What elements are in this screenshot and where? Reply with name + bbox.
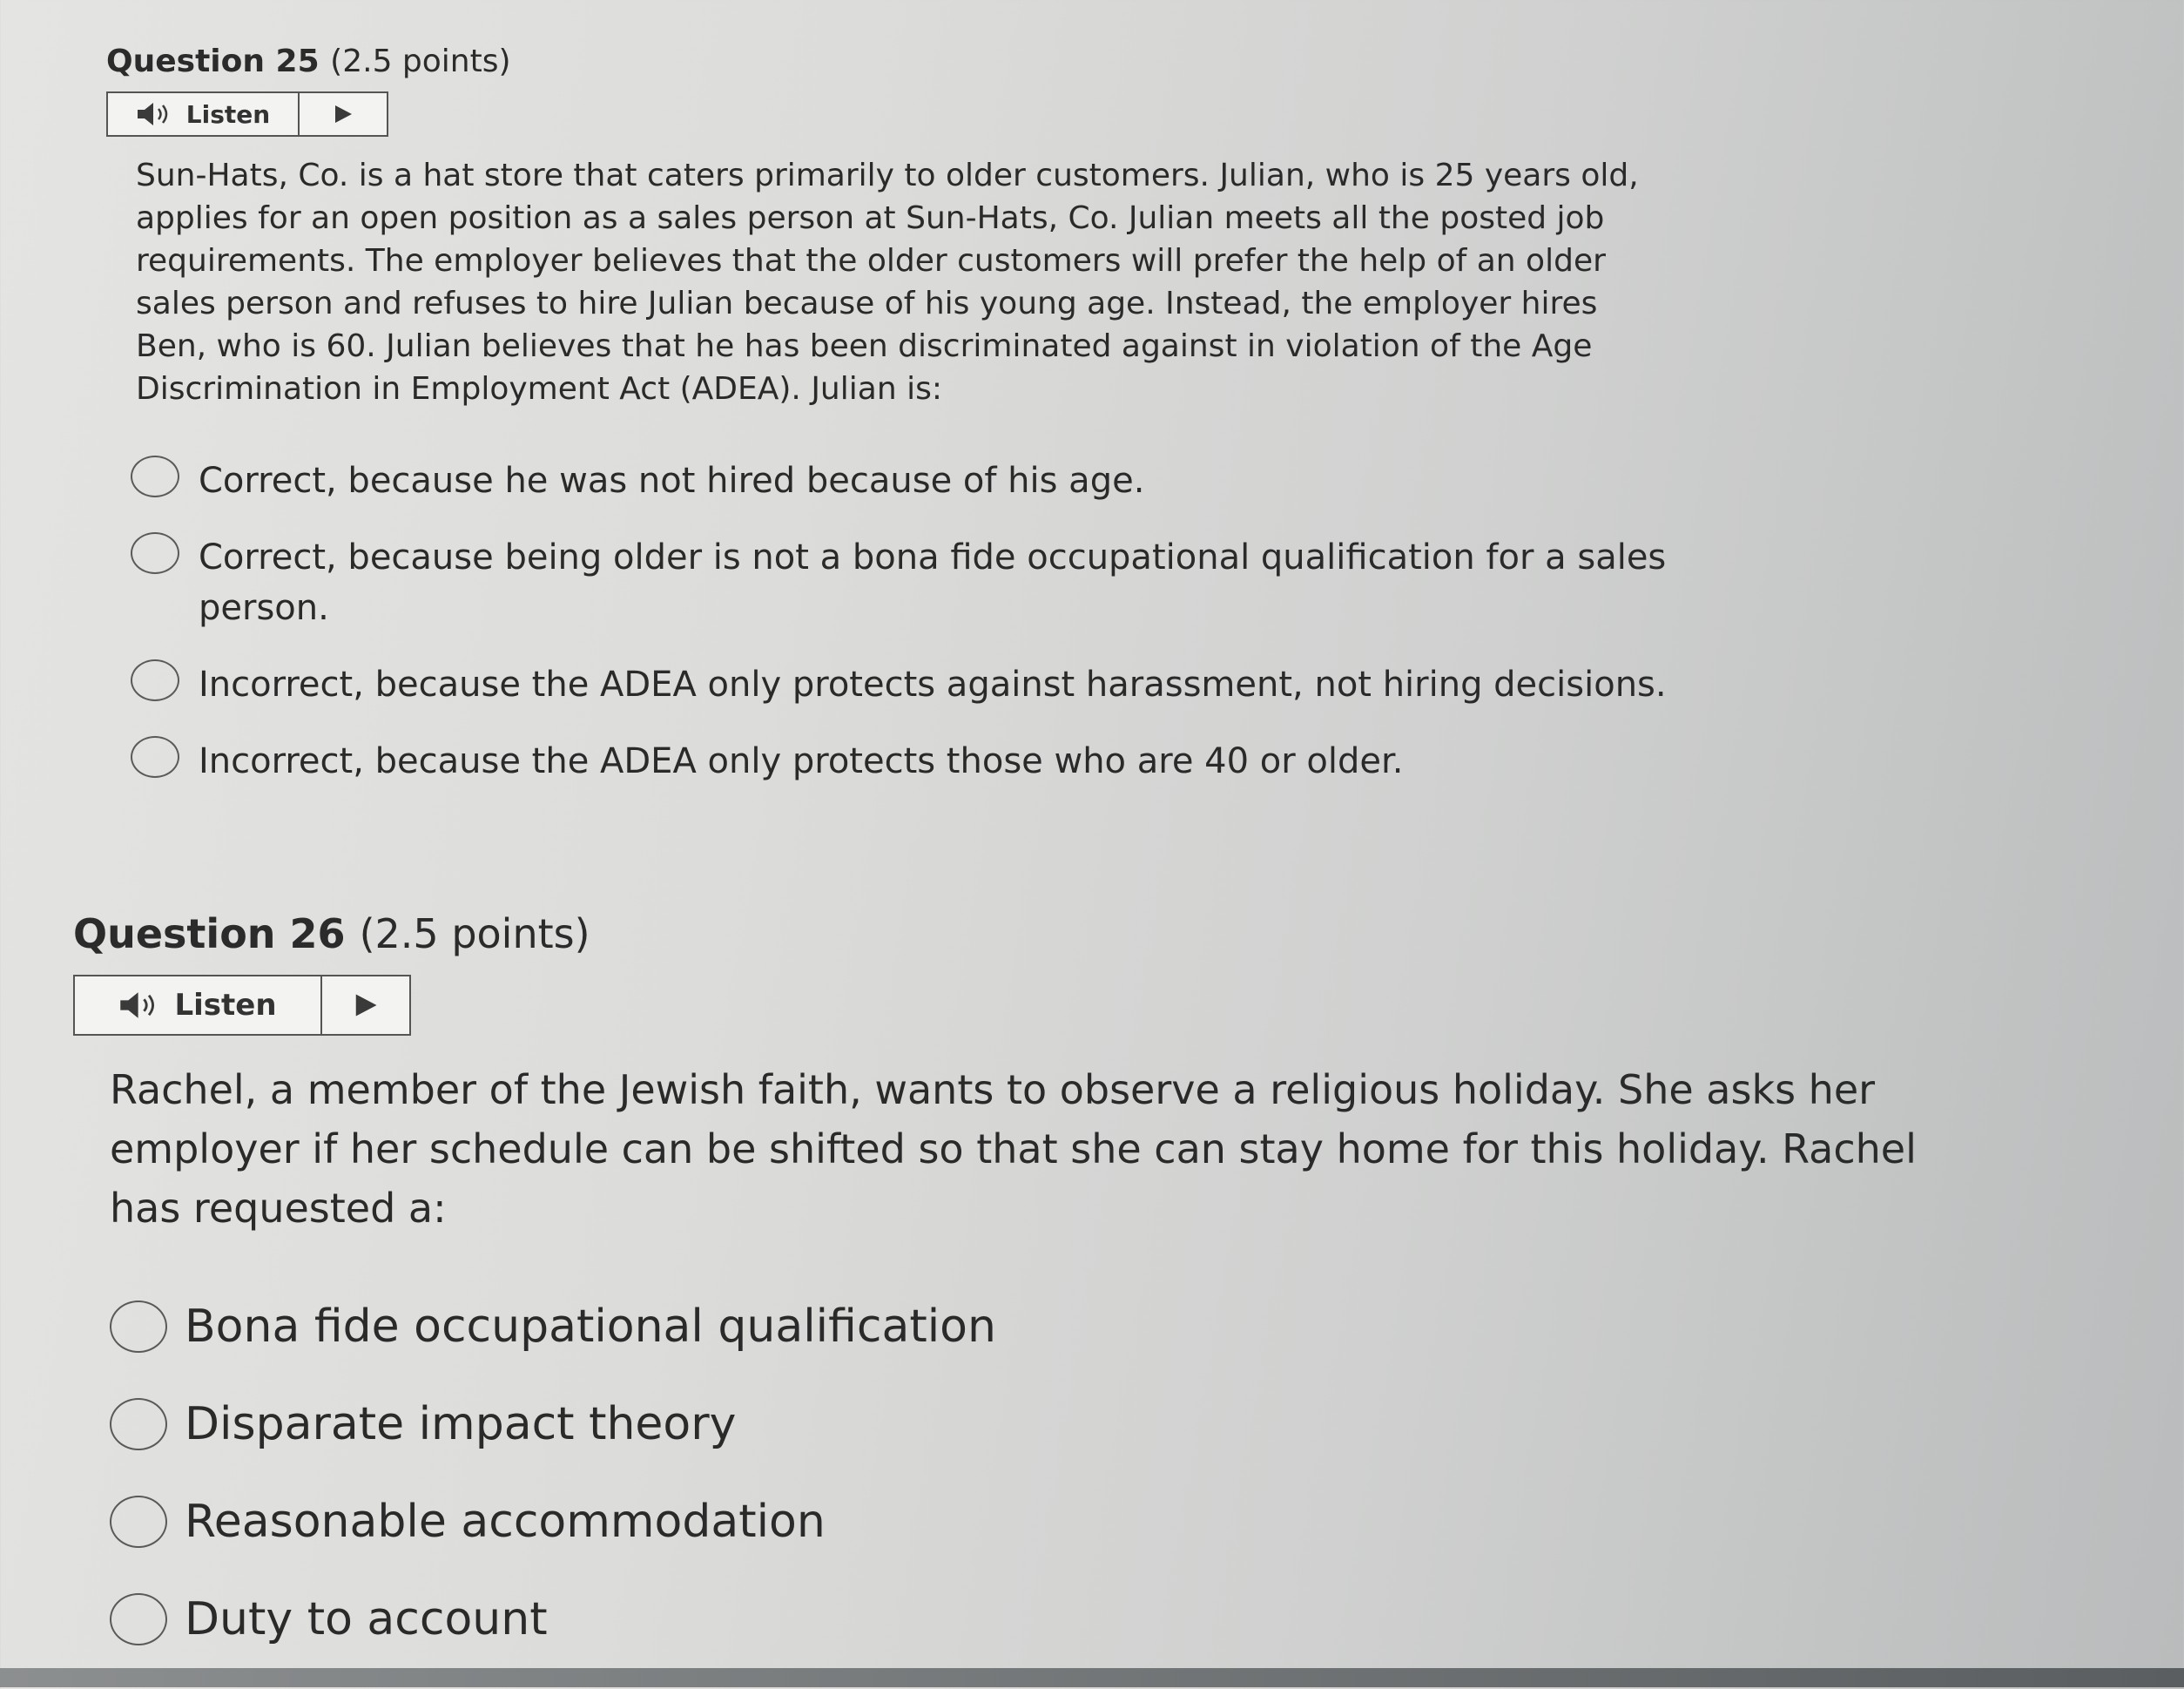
answer-options: [131, 456, 1674, 787]
play-button[interactable]: [322, 976, 409, 1034]
option-label: Correct, because being older is not a bona fide occupational qualification for a sales person.: [199, 537, 1667, 628]
radio-button[interactable]: [131, 659, 179, 701]
question-number: Question 25: [106, 44, 320, 79]
question-title: [73, 910, 1989, 957]
radio-button[interactable]: [110, 1398, 167, 1450]
answer-option[interactable]: [131, 659, 1674, 710]
radio-button[interactable]: [131, 532, 179, 574]
listen-widget: [73, 975, 411, 1036]
listen-label: Listen: [185, 99, 271, 129]
option-label: Incorrect, because the ADEA only protects those who are 40 or older.: [199, 741, 1404, 781]
listen-widget: [106, 91, 388, 137]
speaker-icon: [136, 102, 176, 126]
option-label: Bona fide occupational qualification: [185, 1301, 996, 1353]
radio-button[interactable]: [110, 1301, 167, 1353]
screen-bottom-edge: [0, 1668, 2184, 1687]
question-25: [106, 44, 1674, 813]
answer-options: [110, 1299, 1989, 1647]
option-label: Reasonable accommodation: [185, 1496, 826, 1548]
radio-button[interactable]: [110, 1496, 167, 1548]
answer-option[interactable]: [110, 1396, 1989, 1452]
listen-button[interactable]: [75, 976, 322, 1034]
answer-option[interactable]: [110, 1494, 1989, 1550]
option-label: Incorrect, because the ADEA only protects against harassment, not hiring decisions.: [199, 665, 1667, 705]
answer-option[interactable]: [110, 1591, 1989, 1647]
question-26: [73, 910, 1989, 1689]
answer-option[interactable]: [131, 532, 1674, 633]
listen-button[interactable]: [108, 93, 300, 135]
question-number: Question 26: [73, 910, 346, 957]
radio-button[interactable]: [131, 456, 179, 497]
play-icon: [353, 992, 379, 1018]
option-label: Correct, because he was not hired because of his age.: [199, 461, 1145, 501]
radio-button[interactable]: [110, 1593, 167, 1645]
answer-option[interactable]: [110, 1299, 1989, 1355]
question-points: (2.5 points): [359, 910, 590, 957]
listen-label: Listen: [174, 988, 277, 1023]
question-title: [106, 44, 1674, 79]
option-label: Duty to account: [185, 1593, 548, 1645]
play-button[interactable]: [300, 93, 387, 135]
speaker-icon: [118, 991, 164, 1019]
question-points: (2.5 points): [330, 44, 511, 79]
option-label: Disparate impact theory: [185, 1398, 737, 1450]
question-text: Rachel, a member of the Jewish faith, wants to observe a religious holiday. She asks her employer if her schedule can be shifted so that she can stay home for this holiday. Rachel has requested a:: [110, 1066, 1917, 1232]
radio-button[interactable]: [131, 736, 179, 778]
play-icon: [333, 104, 354, 125]
question-text: Sun-Hats, Co. is a hat store that caters primarily to older customers. Julian, who is 25 years old, applies for an open position as a sales person at Sun-Hats, Co. Julian meets all the posted job requirements. The employer believes that the older customers will prefer the help of an older sales person and refuses to hire Julian because of his young age. Instead, the employer hires Ben, who is 60. Julian believes that he has been discriminated against in violation of the Age Discrimination in Employment Act (ADEA). Julian is:: [136, 158, 1639, 407]
answer-option[interactable]: [131, 456, 1674, 506]
answer-option[interactable]: [131, 736, 1674, 787]
